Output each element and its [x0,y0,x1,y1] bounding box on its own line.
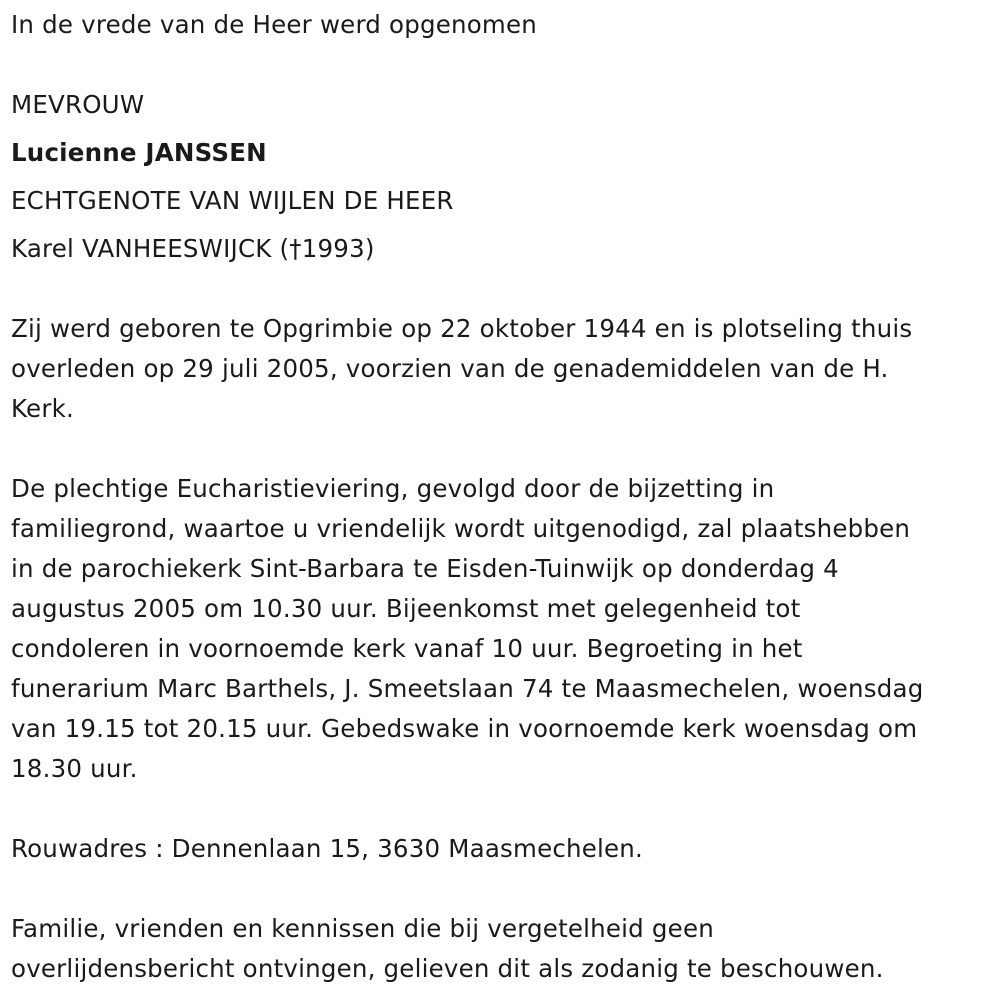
paragraph-line: funerarium Marc Barthels, J. Smeetslaan 74 te Maasmechelen, woensdag [11,674,924,703]
paragraph-line: overleden op 29 juli 2005, voorzien van de genademiddelen van de H. [11,354,889,383]
mourning-address: Rouwadres : Dennenlaan 15, 3630 Maasmechelen. [11,834,644,863]
paragraph-line: augustus 2005 om 10.30 uur. Bijeenkomst met gelegenheid tot [11,594,801,623]
deceased-name: Lucienne JANSSEN [11,138,267,167]
paragraph-line: Familie, vrienden en kennissen die bij vergetelheid geen [11,914,714,943]
paragraph-line: condoleren in voornoemde kerk vanaf 10 uur. Begroeting in het [11,634,803,663]
paragraph-line: in de parochiekerk Sint-Barbara te Eisden-Tuinwijk op donderdag 4 [11,554,839,583]
paragraph-line: De plechtige Eucharistieviering, gevolgd door de bijzetting in [11,474,775,503]
intro-line: In de vrede van de Heer werd opgenomen [11,10,537,39]
paragraph-line: Kerk. [11,394,74,423]
relation-line: ECHTGENOTE VAN WIJLEN DE HEER [11,186,454,215]
spouse-name: Karel VANHEESWIJCK (†1993) [11,234,375,263]
paragraph-line: Zij werd geboren te Opgrimbie op 22 oktober 1944 en is plotseling thuis [11,314,913,343]
paragraph-line: familiegrond, waartoe u vriendelijk wordt uitgenodigd, zal plaatshebben [11,514,911,543]
paragraph-line: 18.30 uur. [11,754,138,783]
honorific-title: MEVROUW [11,90,145,119]
paragraph-line: overlijdensbericht ontvingen, gelieven dit als zodanig te beschouwen. [11,954,884,983]
paragraph-line: van 19.15 tot 20.15 uur. Gebedswake in voornoemde kerk woensdag om [11,714,918,743]
